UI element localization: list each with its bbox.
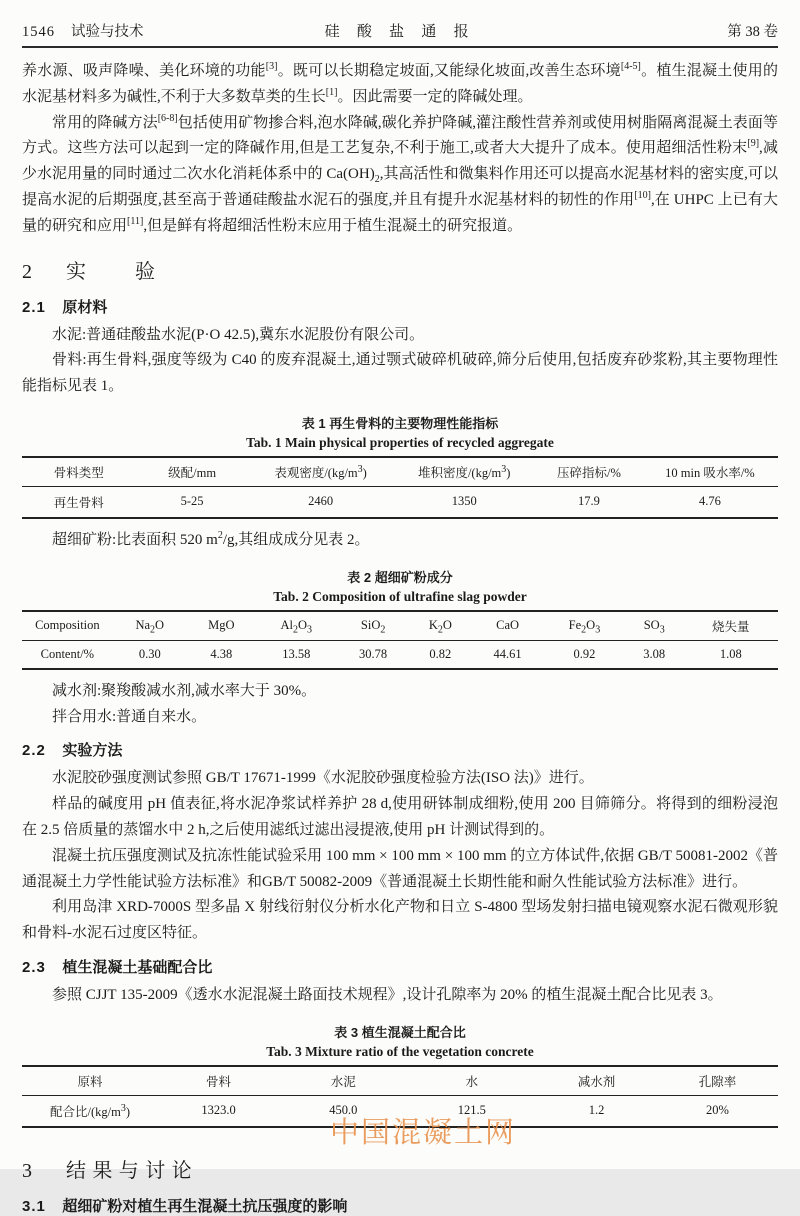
intro-paragraph-1: 养水源、吸声降噪、美化环境的功能[3]。既可以长期稳定坡面,又能绿化坡面,改善生态环境[4-5]。植生混凝土使用的水泥基材料多为碱性,不利于大多数草类的生长[1]。因此需要一定的降碱处理。 (22, 61, 778, 105)
table-3-cell: 1323.0 (201, 1103, 236, 1118)
section-2-number: 2 (22, 260, 32, 283)
table-2-cell: 13.58 (282, 646, 311, 661)
table-1-cell: 4.76 (698, 494, 721, 509)
method-paragraph-4: 利用岛津 XRD-7000S 型多晶 X 射线衍射仪分析水化产物和日立 S-4800 型场发射扫描电镜观察水泥石微观形貌和骨料-水泥石过度区特征。 (22, 899, 778, 942)
cement-paragraph: 水泥:普通硅酸盐水泥(P·O 42.5),冀东水泥股份有限公司。 (52, 326, 425, 343)
section-3-heading (22, 1154, 778, 1183)
table-2-header: $K_2O$ (410, 611, 471, 641)
intro-paragraph-2: 常用的降碱方法[6-8]包括使用矿物掺合料,泡水降碱,碳化养护降碱,灌注酸性营养剂或使用树脂隔离混凝土表面等方式。这些方法可以起到一定的降碱作用,但是工艺复杂,不利于施工,或者大大提升了成本。使用超细活性粉末[9],减少水泥用量的同时通过二次水化消耗体系中的 $Ca(OH)_2$,其高活性和微集料作用还可以提高水泥基材料的密实度,可以提高水泥的后期强度,甚至高于普通硅酸盐水泥石的强度,并且有提升水泥基材料的韧性的作用[10],在 UHPC 上已有大量的研究和应用[11],但是鲜有将超细活性粉末应用于植生混凝土的研究报道。 (22, 112, 778, 234)
page-number: 1546 (22, 24, 55, 40)
table-3-block (22, 1022, 778, 1128)
table-2-data-row (22, 640, 778, 669)
table-2-header: Composition (22, 611, 113, 641)
table-3-header: 孔隙率 (657, 1066, 778, 1096)
table-2-cell: Content/% (40, 646, 95, 661)
table-3-title-en: Tab. 3 Mixture ratio of the vegetation concrete (266, 1043, 534, 1059)
journal-title: 硅 酸 盐 通 报 (324, 24, 476, 40)
section-2-heading (22, 255, 778, 284)
running-head (22, 0, 778, 48)
table-3-cell: 450.0 (329, 1103, 358, 1118)
table-3-header: 骨料 (158, 1066, 279, 1096)
table-1-title-en: Tab. 1 Main physical properties of recycled aggregate (246, 434, 554, 450)
table-3-data-row (22, 1095, 778, 1127)
section-2-2-number: 2.2 (22, 742, 46, 760)
section-2-1-heading (22, 296, 778, 317)
table-3-header-row (22, 1066, 778, 1096)
table-1-title-cn: 表 1 再生骨料的主要物理性能指标 (301, 415, 499, 431)
table-2-cell: 0.92 (573, 646, 596, 661)
table-1-cell: 再生骨料 (53, 495, 104, 510)
water-paragraph: 拌合用水:普通自来水。 (52, 708, 207, 725)
table-2-header: $Na_2O$ (113, 611, 187, 641)
table-1-header-row (22, 457, 778, 487)
section-2-2-title: 实验方法 (62, 742, 123, 760)
table-2-header: SiO$_2$ (337, 611, 410, 641)
table-3-cell: 1.2 (588, 1103, 605, 1118)
table-1-block (22, 413, 778, 519)
table-2-cell: 4.38 (210, 646, 233, 661)
table-3-header: 原料 (22, 1066, 158, 1096)
section-3-1-heading (22, 1195, 778, 1216)
aggregate-paragraph: 骨料:再生骨料,强度等级为 C40 的废弃混凝土,通过颚式破碎机破碎,筛分后使用,包括废弃砂浆粉,其主要物理性能指标见表 1。 (22, 352, 778, 395)
slag-paragraph: 超细矿粉:比表面积 520 $m^2/g$,其组成成分见表 2。 (52, 529, 370, 548)
table-3-cell: 配合比$/(kg/m^3)$ (50, 1102, 131, 1119)
table-2-cell: 0.30 (138, 646, 161, 661)
table-3-header: 水泥 (279, 1066, 408, 1096)
table-3-cell: 20% (706, 1103, 729, 1118)
table-1-data-row (22, 486, 778, 518)
table-1 (22, 456, 778, 519)
section-3-number: 3 (22, 1159, 32, 1182)
section-2-1-number: 2.1 (22, 298, 46, 316)
table-2-header: 烧失量 (684, 611, 778, 641)
table-2-cell: 44.61 (493, 646, 522, 661)
table-2-cell: 1.08 (719, 646, 742, 661)
table-2-header: $SO_3$ (625, 611, 684, 641)
section-3-1-number: 3.1 (22, 1197, 46, 1215)
section-3-1-title: 超细矿粉对植生再生混凝土抗压强度的影响 (62, 1197, 348, 1215)
table-1-header: 堆积密度$/(kg/m^3)$ (392, 457, 536, 487)
method-paragraph-3: 混凝土抗压强度测试及抗冻性能试验采用 100 mm × 100 mm × 100 mm 的立方体试件,依据 GB/T 50081-2002《普通混凝土力学性能试验方法标准》和GB/T 50082-2009《普通混凝土长期性能和耐久性能试验方法标准》进行。 (22, 847, 778, 890)
table-2-cell: 0.82 (429, 646, 452, 661)
running-head-section: 试验与技术 (71, 24, 144, 40)
section-2-1-title: 原材料 (62, 298, 108, 316)
method-paragraph-2: 样品的碱度用 pH 值表征,将水泥净浆试样养护 28 d,使用研钵制成细粉,使用 200 目筛筛分。将得到的细粉浸泡在 2.5 倍质量的蒸馏水中 2 h,之后使用滤纸过滤出浸提液,使用 pH 计测试得到的。 (22, 796, 778, 838)
table-2-header-row (22, 611, 778, 641)
table-2-header: CaO (471, 611, 544, 641)
volume-label: 第 38 卷 (727, 24, 778, 40)
table-1-cell: 17.9 (578, 494, 600, 509)
table-2-header: $Fe_2O_3$ (544, 611, 625, 641)
table-2-title-cn: 表 2 超细矿粉成分 (347, 569, 453, 585)
section-2-3-title: 植生混凝土基础配合比 (62, 958, 213, 976)
mix-ratio-paragraph: 参照 CJJT 135-2009《透水水泥混凝土路面技术规程》,设计孔隙率为 20% 的植生混凝土配合比见表 3。 (52, 986, 723, 1003)
table-1-cell: 5-25 (180, 494, 204, 509)
table-3-header: 减水剂 (536, 1066, 657, 1096)
table-1-header: 骨料类型 (22, 457, 135, 487)
table-3 (22, 1065, 778, 1128)
table-2-cell: 3.08 (643, 646, 666, 661)
table-2-header: MgO (187, 611, 256, 641)
table-2-block (22, 567, 778, 670)
table-2 (22, 610, 778, 670)
table-2-cell: 30.78 (359, 646, 388, 661)
table-1-header: 10 min 吸水率/% (642, 457, 778, 487)
table-1-header: 表观密度$/(kg/m^3)$ (249, 457, 393, 487)
table-3-header: 水 (408, 1066, 537, 1096)
table-1-cell: 1350 (451, 494, 477, 509)
table-2-title-en: Tab. 2 Composition of ultrafine slag powder (273, 588, 527, 604)
table-2-header: $Al_2O_3$ (256, 611, 337, 641)
section-2-3-heading (22, 956, 778, 977)
site-watermark: 中国混凝土网 (330, 1117, 517, 1149)
section-2-2-heading (22, 739, 778, 760)
section-2-3-number: 2.3 (22, 958, 46, 976)
method-paragraph-1: 水泥胶砂强度测试参照 GB/T 17671-1999《水泥胶砂强度检验方法(ISO 法)》进行。 (52, 770, 594, 787)
table-1-header: 级配/mm (135, 457, 248, 487)
table-1-header: 压碎指标/% (536, 457, 642, 487)
table-3-cell: 121.5 (457, 1103, 486, 1118)
section-3-title: 结果与讨论 (66, 1159, 198, 1182)
admixture-paragraph: 减水剂:聚羧酸减水剂,减水率大于 30%。 (52, 682, 317, 699)
table-1-cell: 2460 (308, 494, 334, 509)
table-3-title-cn: 表 3 植生混凝土配合比 (334, 1024, 466, 1040)
section-2-title: 实 验 (66, 260, 177, 283)
